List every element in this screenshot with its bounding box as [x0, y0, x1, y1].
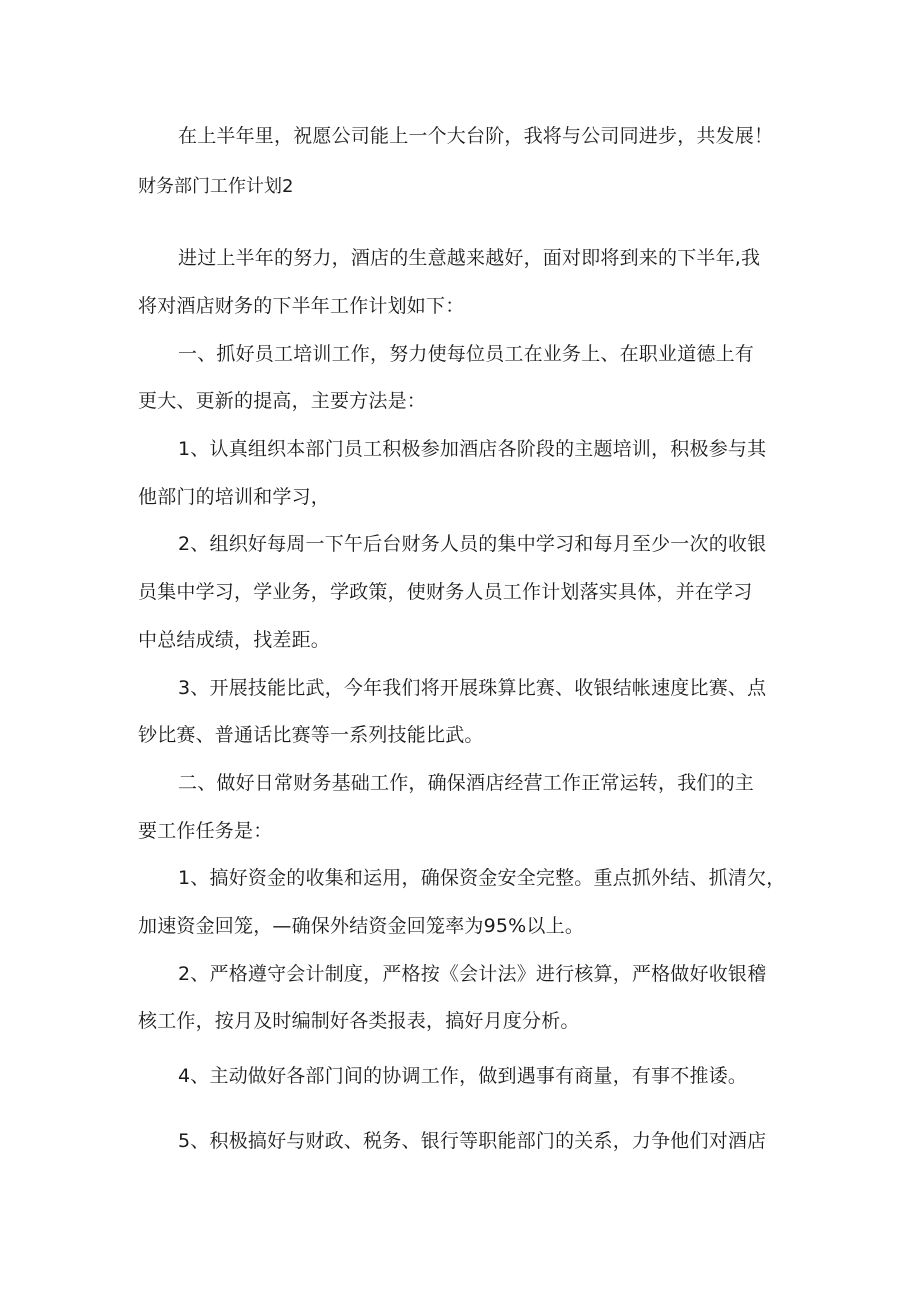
item-1-2-line-3: 中总结成绩，找差距。: [138, 629, 331, 651]
item-1-2-line-2: 员集中学习，学业务，学政策，使财务人员工作计划落实具体，并在学习: [138, 581, 753, 603]
item-1-3-line-2: 钞比赛、普通话比赛等一系列技能比武。: [138, 724, 484, 746]
item-1-1-line-2: 他部门的培训和学习，: [138, 486, 331, 508]
intro-line-2: 将对酒店财务的下半年工作计划如下：: [138, 295, 465, 317]
item-2-1-line-1: 1、搞好资金的收集和运用，确保资金安全完整。重点抓外结、抓清欠，: [178, 867, 786, 889]
item-2-line-2: 要工作任务是：: [138, 820, 273, 842]
item-1-3-line-1: 3、开展技能比武，今年我们将开展珠算比赛、收银结帐速度比赛、点: [178, 677, 767, 699]
item-2-2-line-2: 核工作，按月及时编制好各类报表，搞好月度分析。: [138, 1010, 580, 1032]
intro-line-1: 进过上半年的努力，酒店的生意越来越好，面对即将到来的下半年,我: [178, 247, 761, 269]
closing-line: 在上半年里，祝愿公司能上一个大台阶，我将与公司同进步，共发展！: [178, 125, 774, 147]
section-title: 财务部门工作计划2: [138, 176, 294, 197]
item-2-4-line-1: 4、主动做好各部门间的协调工作，做到遇事有商量，有事不推诿。: [178, 1065, 748, 1087]
item-1-line-2: 更大、更新的提高，主要方法是：: [138, 390, 427, 412]
item-1-line-1: 一、抓好员工培训工作，努力使每位员工在业务上、在职业道德上有: [178, 343, 755, 365]
item-2-line-1: 二、做好日常财务基础工作，确保酒店经营工作正常运转，我们的主: [178, 772, 755, 794]
item-2-1-line-2: 加速资金回笼，—确保外结资金回笼率为95%以上。: [138, 915, 585, 937]
item-2-2-line-1: 2、严格遵守会计制度，严格按《会计法》进行核算，严格做好收银稽: [178, 963, 767, 985]
item-1-2-line-1: 2、组织好每周一下午后台财务人员的集中学习和每月至少一次的收银: [178, 533, 767, 555]
item-2-5-line-1: 5、积极搞好与财政、税务、银行等职能部门的关系，力争他们对酒店: [178, 1130, 767, 1152]
item-1-1-line-1: 1、认真组织本部门员工积极参加酒店各阶段的主题培训，积极参与其: [178, 438, 767, 460]
